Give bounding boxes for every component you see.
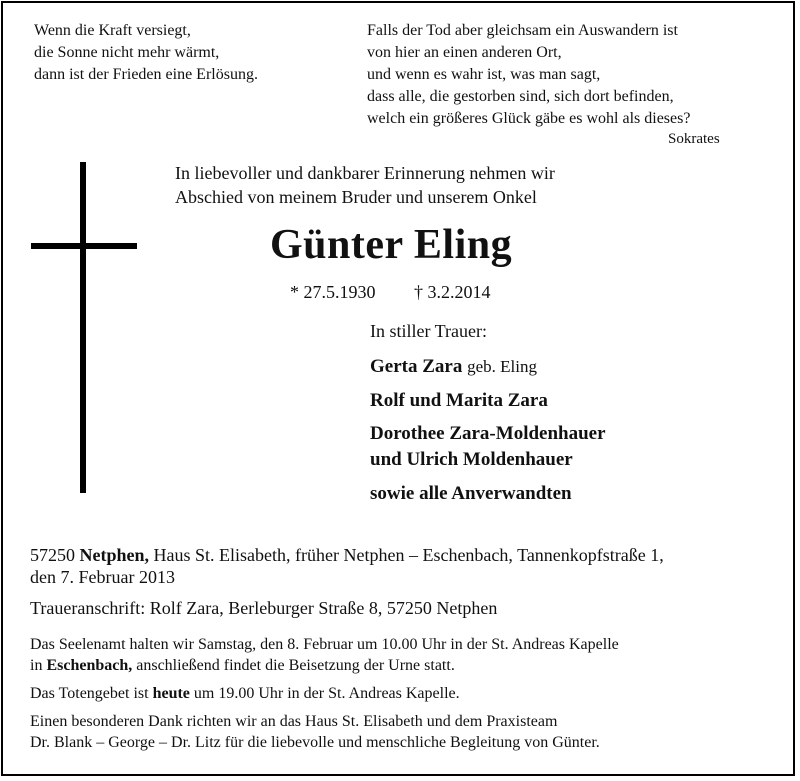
seelenamt-in: in [30, 657, 43, 674]
seelenamt-rest: anschließend findet die Beisetzung der Urne statt. [136, 657, 455, 674]
trauer-address: Traueranschrift: Rolf Zara, Berleburger Straße 8, 57250 Netphen [30, 598, 498, 618]
socrates-quote [367, 20, 690, 130]
seelenamt-line2 [30, 655, 455, 676]
intro-text [175, 161, 555, 209]
poem-left-line: Wenn die Kraft versiegt, [34, 22, 191, 39]
totengebet-today: heute [152, 685, 190, 702]
cross-icon [80, 162, 86, 493]
quote-line: dass alle, die gestorben sind, sich dort befinden, [367, 88, 674, 105]
mourner-1-name: Gerta Zara [370, 356, 463, 377]
mourner-2: Rolf und Marita Zara [370, 390, 548, 411]
quote-line: von hier an einen anderen Ort, [367, 44, 562, 61]
seelenamt-place: Eschenbach, [46, 657, 133, 674]
intro-line: In liebevoller und dankbarer Erinnerung nehmen wir [175, 163, 555, 183]
intro-line: Abschied von meinem Bruder und unserem Onkel [175, 187, 537, 207]
quote-line: und wenn es wahr ist, was man sagt, [367, 66, 601, 83]
totengebet-a: Das Totengebet ist [30, 685, 149, 702]
mourner-1 [370, 356, 537, 378]
poem-left-line: dann ist der Frieden eine Erlösung. [34, 66, 258, 83]
dank-line2: Dr. Blank – George – Dr. Litz für die liebevolle und menschliche Begleitung von Günter. [30, 734, 600, 751]
mourner-4: sowie alle Anverwandten [370, 483, 572, 504]
birth-date: * 27.5.1930 [290, 282, 376, 302]
mourner-3-line2: und Ulrich Moldenhauer [370, 449, 573, 470]
address-rest: Haus St. Elisabeth, früher Netphen – Eschenbach, Tannenkopfstraße 1, [153, 545, 664, 565]
quote-author: Sokrates [668, 131, 720, 147]
address-date: den 7. Februar 2013 [30, 567, 175, 587]
death-date: † 3.2.2014 [414, 282, 491, 302]
address-zip: 57250 [30, 545, 75, 565]
poem-left [34, 20, 258, 86]
cross-icon-beam [31, 243, 137, 249]
totengebet-line [30, 683, 460, 704]
address-city: Netphen, [79, 545, 150, 565]
mourner-3-line1: Dorothee Zara-Moldenhauer [370, 423, 606, 444]
mourners-label: In stiller Trauer: [370, 321, 487, 341]
poem-left-line: die Sonne nicht mehr wärmt, [34, 44, 220, 61]
seelenamt-line1: Das Seelenamt halten wir Samstag, den 8. Februar um 10.00 Uhr in der St. Andreas Kapelle [30, 636, 619, 653]
mourner-1-suffix: geb. Eling [467, 357, 537, 376]
deceased-name: Günter Eling [270, 222, 513, 268]
dank-line1: Einen besonderen Dank richten wir an das Haus St. Elisabeth und dem Praxisteam [30, 713, 558, 730]
quote-line: welch ein größeres Glück gäbe es wohl als dieses? [367, 110, 691, 127]
quote-line: Falls der Tod aber gleichsam ein Auswandern ist [367, 22, 678, 39]
address-line [30, 544, 664, 566]
totengebet-c: um 19.00 Uhr in der St. Andreas Kapelle. [193, 685, 460, 702]
